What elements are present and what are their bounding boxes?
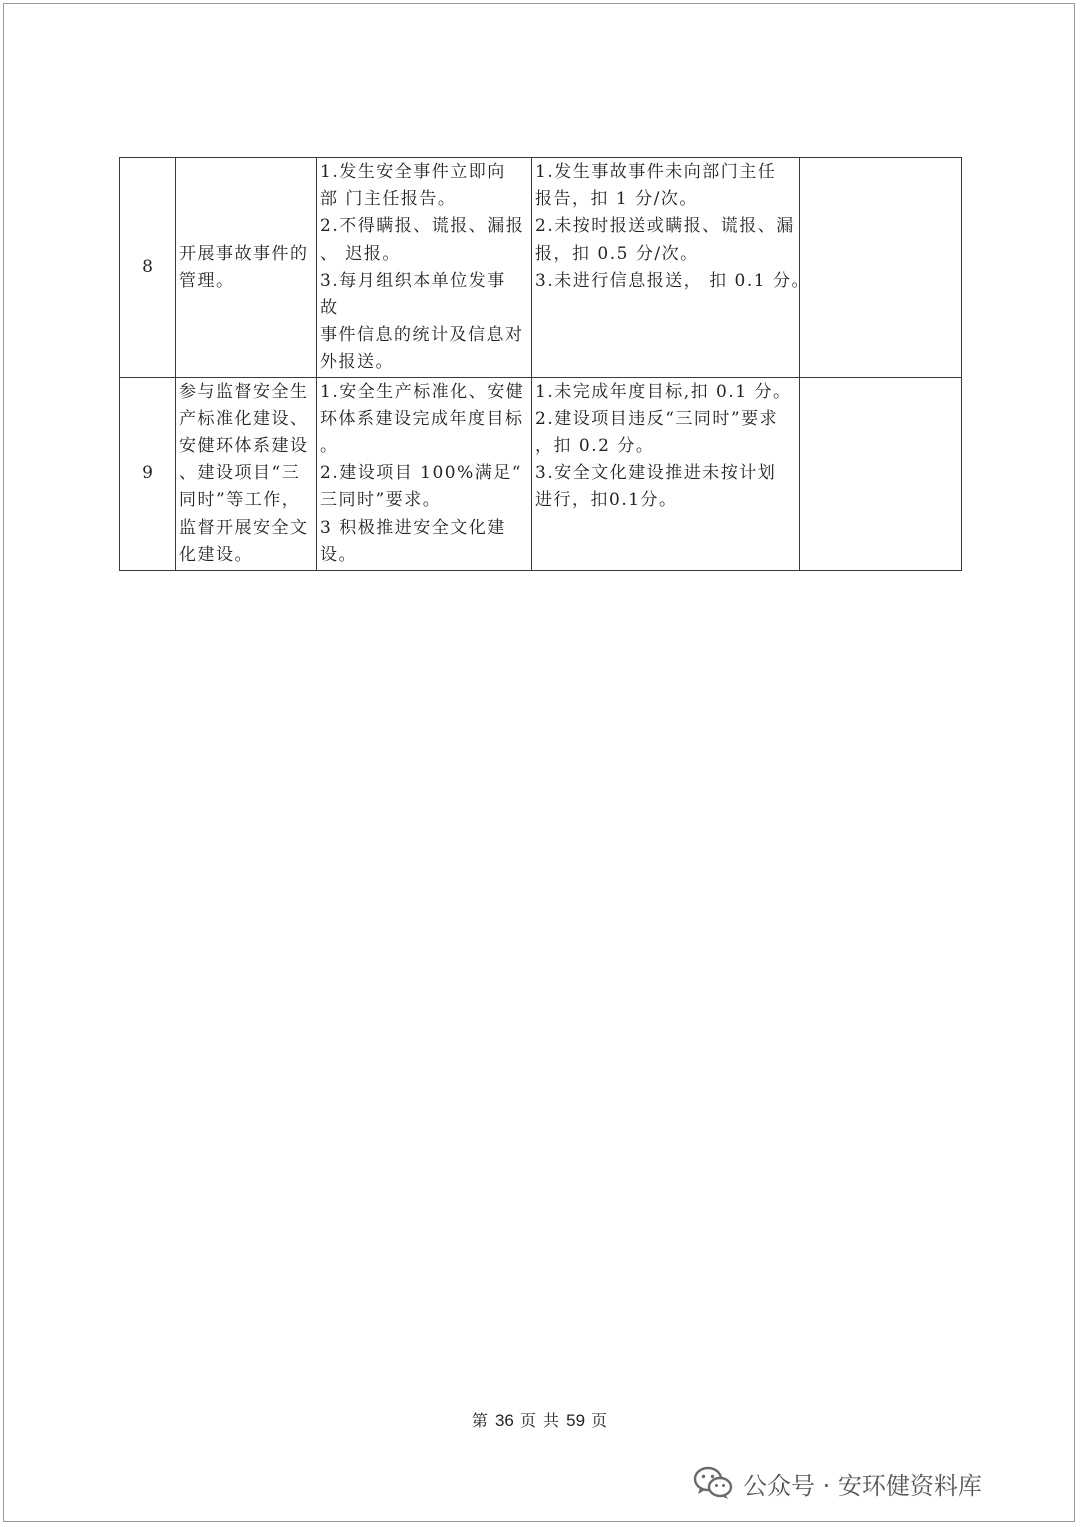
text-line: 。 — [320, 436, 339, 457]
requirement-cell — [317, 158, 532, 378]
text-line: 安健环体系建设 — [179, 436, 309, 457]
text-line: 1.未完成年度目标,扣 0.1 分。 — [535, 381, 792, 402]
assessment-table — [119, 157, 962, 571]
row-number: 8 — [120, 158, 176, 378]
text-line: 故 — [320, 298, 339, 319]
remark-cell — [800, 158, 962, 378]
footer-prefix: 第 — [471, 1411, 489, 1430]
text-line: 三同时”要求。 — [320, 490, 442, 511]
item-cell — [176, 377, 317, 570]
text-line: 监督开展安全文 — [179, 517, 309, 538]
text-line: 1.安全生产标准化、安健 — [320, 381, 525, 402]
current-page-number: 36 — [494, 1411, 514, 1430]
text-line: 管理。 — [179, 270, 235, 291]
text-line: 事件信息的统计及信息对 — [320, 325, 524, 346]
text-line: 部 门主任报告。 — [320, 189, 457, 210]
total-pages-number: 59 — [566, 1411, 586, 1430]
text-line: 外报送。 — [320, 352, 394, 373]
remark-cell — [800, 377, 962, 570]
text-line: 参与监督安全生 — [179, 381, 309, 402]
deduction-cell — [532, 158, 810, 378]
watermark — [693, 1463, 982, 1503]
page-footer — [0, 1408, 1080, 1431]
text-line: 1.发生事故事件未向部门主任 — [535, 162, 777, 182]
text-line: 3.每月组织本单位发事 — [320, 270, 506, 291]
text-line: 3.安全文化建设推进未按计划 — [535, 463, 777, 484]
wechat-icon — [693, 1466, 733, 1500]
text-line: 开展事故事件的 — [179, 243, 309, 264]
table-row — [120, 158, 962, 378]
text-line: 设。 — [320, 544, 357, 565]
text-line: 进行，扣0.1分。 — [535, 490, 678, 511]
text-line: 、 迟报。 — [320, 243, 401, 264]
text-line: 3.未进行信息报送， 扣 0.1 分。 — [535, 270, 810, 291]
text-line: 2.建设项目违反“三同时”要求 — [535, 408, 779, 429]
text-line: 2.建设项目 100%满足“ — [320, 463, 522, 484]
text-line: 报，扣 0.5 分/次。 — [535, 243, 699, 264]
text-line: 2.不得瞒报、谎报、漏报 — [320, 216, 525, 237]
footer-suffix: 页 — [591, 1411, 609, 1430]
text-line: 同时”等工作， — [179, 490, 301, 511]
footer-middle: 页 共 — [519, 1411, 561, 1430]
text-line: 环体系建设完成年度目标 — [320, 408, 524, 429]
row-number: 9 — [120, 377, 176, 570]
text-line: 产标准化建设、 — [179, 408, 309, 429]
text-line: 报告，扣 1 分/次。 — [535, 189, 698, 210]
watermark-text: 公众号 · 安环健资料库 — [743, 1471, 982, 1500]
text-line: 3 积极推进安全文化建 — [320, 517, 506, 538]
text-line: 、建设项目“三 — [179, 463, 301, 484]
item-cell — [176, 158, 317, 378]
text-line: 化建设。 — [179, 544, 253, 565]
text-line: 2.未按时报送或瞒报、谎报、漏 — [535, 216, 795, 237]
table-row — [120, 377, 962, 570]
text-line: ，扣 0.2 分。 — [535, 436, 655, 457]
text-line: 1.发生安全事件立即向 — [320, 162, 506, 182]
requirement-cell — [317, 377, 532, 570]
deduction-cell — [532, 377, 800, 570]
